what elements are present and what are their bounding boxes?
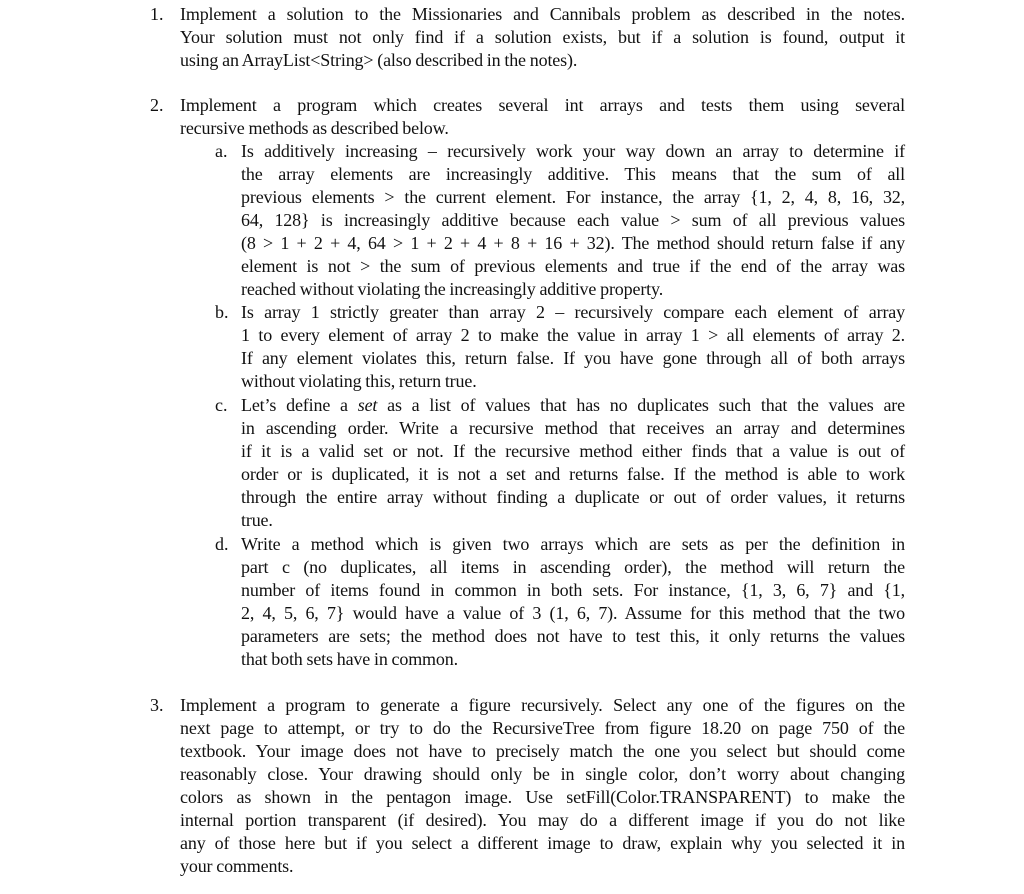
- item-number: 2.: [150, 94, 164, 115]
- item-text: [180, 694, 905, 878]
- text-line: true.: [241, 509, 273, 530]
- text-line: next page to attempt, or try to do the RecursiveTree from figure 18.20 on page 750 of the: [180, 717, 905, 738]
- text-line: (8 > 1 + 2 + 4, 64 > 1 + 2 + 4 + 8 + 16 + 32). The method should return false if any: [241, 232, 905, 253]
- text-line: [241, 394, 905, 417]
- text-line: If any element violates this, return false. If you have gone through all of both arrays: [241, 347, 905, 368]
- text-line: previous elements > the current element. For instance, the array {1, 2, 4, 8, 16, 32,: [241, 186, 905, 207]
- text-line: the array elements are increasingly additive. This means that the sum of all: [241, 163, 905, 184]
- text-line: your comments.: [180, 855, 294, 876]
- text-line: if it is a valid set or not. If the recursive method either finds that a value is out of: [241, 440, 905, 461]
- item-number: 1.: [150, 3, 164, 24]
- text-line: 1 to every element of array 2 to make the value in array 1 > all elements of array 2.: [241, 324, 905, 345]
- text-line: Your solution must not only find if a solution exists, but if a solution is found, output it: [180, 26, 905, 47]
- text-line: textbook. Your image does not have to precisely match the one you select but should come: [180, 740, 905, 761]
- text-line: Implement a program which creates several int arrays and tests them using several: [180, 94, 905, 115]
- sub-item-text: [241, 301, 905, 393]
- text-line: any of those here but if you select a different image to draw, explain why you selected it in: [180, 832, 905, 853]
- sub-item-letter: d.: [215, 533, 229, 554]
- sub-item-letter: a.: [215, 140, 228, 161]
- text-line: colors as shown in the pentagon image. Use setFill(Color.TRANSPARENT) to make the: [180, 786, 905, 807]
- text-line: reached without violating the increasingly additive property.: [241, 278, 664, 299]
- text-line: internal portion transparent (if desired). You may do a different image if you do not like: [180, 809, 905, 830]
- sub-item-letter: c.: [215, 394, 228, 415]
- text-line: parameters are sets; the method does not have to test this, it only returns the values: [241, 625, 905, 646]
- text-segment: as a list of values that has no duplicates such that the values are: [377, 394, 905, 415]
- text-line: reasonably close. Your drawing should only be in single color, don’t worry about changing: [180, 763, 905, 784]
- text-line: recursive methods as described below.: [180, 117, 449, 138]
- text-line: number of items found in common in both sets. For instance, {1, 3, 6, 7} and {1,: [241, 579, 905, 600]
- text-line: part c (no duplicates, all items in ascending order), the method will return the: [241, 556, 905, 577]
- sub-item-letter: b.: [215, 301, 229, 322]
- text-segment: Let’s define a: [241, 394, 358, 415]
- text-line: Is array 1 strictly greater than array 2 – recursively compare each element of array: [241, 301, 905, 322]
- sub-item-text: [241, 394, 905, 532]
- text-line: using an ArrayList<String> (also described in the notes).: [180, 49, 578, 70]
- text-line: order or is duplicated, it is not a set and returns false. If the method is able to work: [241, 463, 905, 484]
- text-line: that both sets have in common.: [241, 648, 458, 669]
- sub-item-text: [241, 140, 905, 301]
- text-line: 2, 4, 5, 6, 7} would have a value of 3 (1, 6, 7). Assume for this method that the two: [241, 602, 905, 623]
- item-text: [180, 94, 905, 140]
- emphasized-term: set: [357, 394, 378, 415]
- text-line: without violating this, return true.: [241, 370, 477, 391]
- text-line: 64, 128} is increasingly additive because each value > sum of all previous values: [241, 209, 905, 230]
- sub-item-text: [241, 533, 905, 671]
- item-text: [180, 3, 905, 72]
- text-line: Implement a program to generate a figure recursively. Select any one of the figures on the: [180, 694, 905, 715]
- text-line: through the entire array without finding a duplicate or out of order values, it returns: [241, 486, 905, 507]
- text-line: Write a method which is given two arrays which are sets as per the definition in: [241, 533, 905, 554]
- text-line: Implement a solution to the Missionaries and Cannibals problem as described in the notes.: [180, 3, 905, 24]
- text-line: Is additively increasing – recursively work your way down an array to determine if: [241, 140, 905, 161]
- item-number: 3.: [150, 694, 164, 715]
- text-line: in ascending order. Write a recursive method that receives an array and determines: [241, 417, 905, 438]
- text-line: element is not > the sum of previous elements and true if the end of the array was: [241, 255, 905, 276]
